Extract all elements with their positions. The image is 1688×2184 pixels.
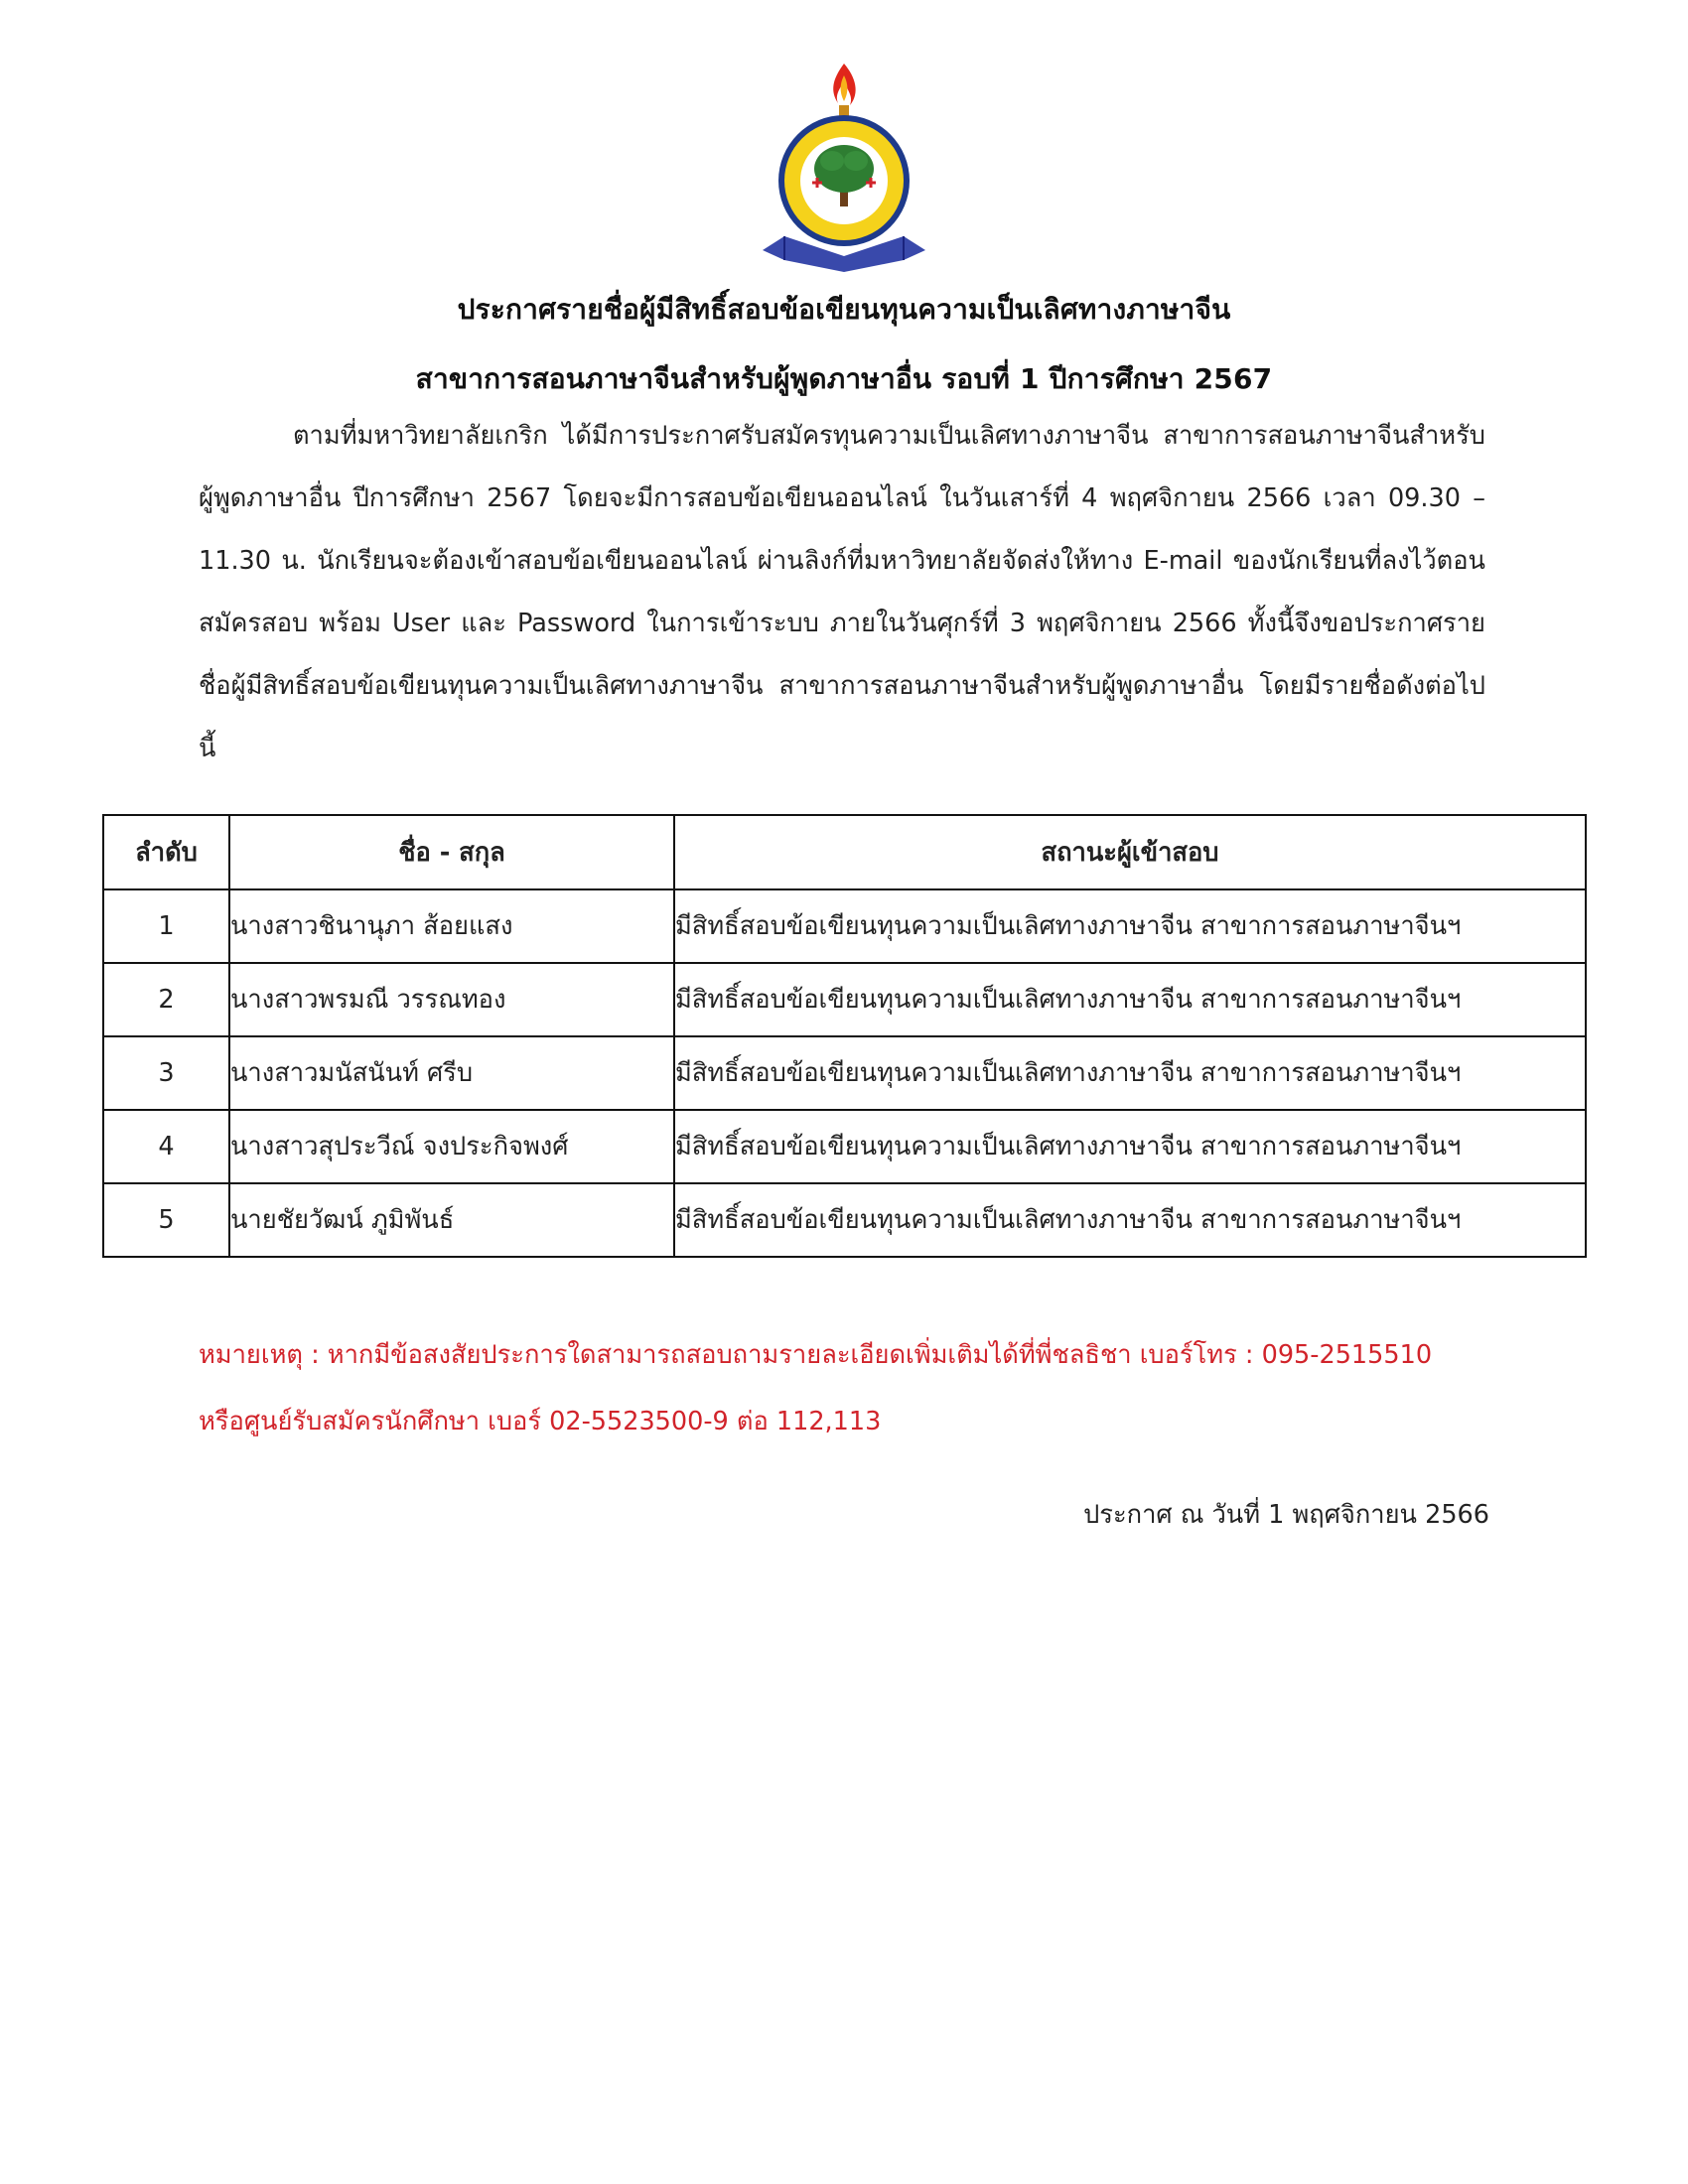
row-number: 4: [103, 1110, 229, 1183]
announcement-text: ตามที่มหาวิทยาลัยเกริก ได้มีการประกาศรับสมัครทุนความเป็นเลิศทางภาษาจีน สาขาการสอนภาษาจีนสำหรับผู้พูดภาษาอื่น ปีการศึกษา 2567 โดยจะมีการสอบข้อเขียนออนไลน์ ในวันเสาร์ที่ 4 พฤศจิกายน 2566 เวลา 09.30 – 11.30 น. นักเรียนจะต้องเข้าสอบข้อเขียนออนไลน์ ผ่านลิงก์ที่มหาวิทยาลัยจัดส่งให้ทาง E-mail ของนักเรียนที่ลงไว้ตอนสมัครสอบ พร้อม User และ Password ในการเข้าระบบ ภายในวันศุกร์ที่ 3 พฤศจิกายน 2566 ทั้งนี้จึงขอประกาศรายชื่อผู้มีสิทธิ์สอบข้อเขียนทุนความเป็นเลิศทางภาษาจีน สาขาการสอนภาษาจีนสำหรับผู้พูดภาษาอื่น โดยมีรายชื่อดังต่อไปนี้: [199, 421, 1485, 763]
contact-note-line-1: หมายเหตุ : หากมีข้อสงสัยประการใดสามารถสอบถามรายละเอียดเพิ่มเติมได้ที่พี่ชลธิชา เบอร์โทร : 095-2515510: [199, 1340, 1433, 1370]
table-row: [103, 1110, 1586, 1183]
table-row: [103, 1036, 1586, 1110]
announcement-date: ประกาศ ณ วันที่ 1 พฤศจิกายน 2566: [1083, 1500, 1489, 1530]
document-title-line-2: สาขาการสอนภาษาจีนสำหรับผู้พูดภาษาอื่น รอบที่ 1 ปีการศึกษา 2567: [415, 362, 1273, 395]
contact-note-line-2: หรือศูนย์รับสมัครนักศึกษา เบอร์ 02-5523500-9 ต่อ 112,113: [199, 1407, 882, 1436]
row-status: มีสิทธิ์สอบข้อเขียนทุนความเป็นเลิศทางภาษาจีน สาขาการสอนภาษาจีนฯ: [674, 1036, 1586, 1110]
row-name: นางสาวสุประวีณ์ จงประกิจพงศ์: [229, 1110, 674, 1183]
table-row: [103, 889, 1586, 963]
row-status: มีสิทธิ์สอบข้อเขียนทุนความเป็นเลิศทางภาษาจีน สาขาการสอนภาษาจีนฯ: [674, 1110, 1586, 1183]
row-number: 2: [103, 963, 229, 1036]
row-name: นางสาวพรมณี วรรณทอง: [229, 963, 674, 1036]
row-number: 1: [103, 889, 229, 963]
row-status: มีสิทธิ์สอบข้อเขียนทุนความเป็นเลิศทางภาษาจีน สาขาการสอนภาษาจีนฯ: [674, 1183, 1586, 1257]
row-name: นางสาวชินานุภา ส้อยแสง: [229, 889, 674, 963]
row-name: นายชัยวัฒน์ ภูมิพันธ์: [229, 1183, 674, 1257]
row-name: นางสาวมนัสนันท์ ศรีบ: [229, 1036, 674, 1110]
table-row: [103, 1183, 1586, 1257]
row-status: มีสิทธิ์สอบข้อเขียนทุนความเป็นเลิศทางภาษาจีน สาขาการสอนภาษาจีนฯ: [674, 963, 1586, 1036]
university-seal-icon: [755, 62, 933, 275]
table-header-row: [103, 815, 1586, 889]
row-status: มีสิทธิ์สอบข้อเขียนทุนความเป็นเลิศทางภาษาจีน สาขาการสอนภาษาจีนฯ: [674, 889, 1586, 963]
header-status: สถานะผู้เข้าสอบ: [674, 815, 1586, 889]
table-row: [103, 963, 1586, 1036]
header-name: ชื่อ - สกุล: [229, 815, 674, 889]
announcement-paragraph: [199, 405, 1485, 780]
row-number: 3: [103, 1036, 229, 1110]
candidate-table: [102, 814, 1587, 1258]
document-title-line-1: ประกาศรายชื่อผู้มีสิทธิ์สอบข้อเขียนทุนความเป็นเลิศทางภาษาจีน: [457, 293, 1231, 326]
header-number: ลำดับ: [103, 815, 229, 889]
row-number: 5: [103, 1183, 229, 1257]
